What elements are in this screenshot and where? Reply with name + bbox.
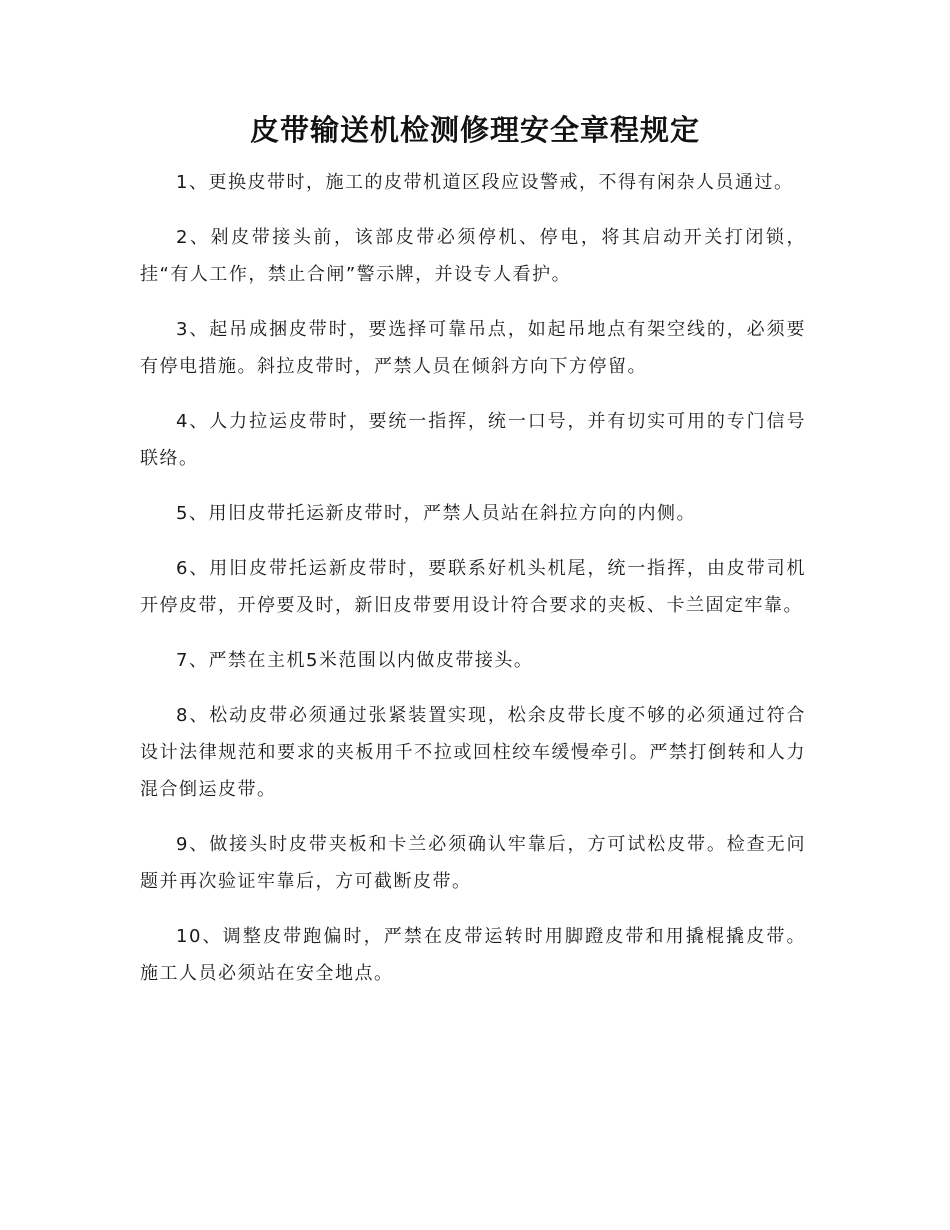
document-body bbox=[140, 164, 806, 1010]
rule-paragraph-6: 6、用旧皮带托运新皮带时，要联系好机头机尾，统一指挥，由皮带司机开停皮带，开停要及时，新旧皮带要用设计符合要求的夹板、卡兰固定牢靠。 bbox=[140, 558, 806, 616]
rule-paragraph-9: 9、做接头时皮带夹板和卡兰必须确认牢靠后，方可试松皮带。检查无问题并再次验证牢靠后，方可截断皮带。 bbox=[140, 834, 806, 892]
rule-paragraph-3: 3、起吊成捆皮带时，要选择可靠吊点，如起吊地点有架空线的，必须要有停电措施。斜拉皮带时，严禁人员在倾斜方向下方停留。 bbox=[140, 319, 806, 377]
rule-paragraph-2: 2、剁皮带接头前，该部皮带必须停机、停电，将其启动开关打闭锁，挂“有人工作，禁止合闸”警示牌，并设专人看护。 bbox=[140, 227, 806, 285]
rule-paragraph-4: 4、人力拉运皮带时，要统一指挥，统一口号，并有切实可用的专门信号联络。 bbox=[140, 411, 806, 469]
rule-paragraph-5: 5、用旧皮带托运新皮带时，严禁人员站在斜拉方向的内侧。 bbox=[176, 503, 696, 524]
rule-paragraph-1: 1、更换皮带时，施工的皮带机道区段应设警戒，不得有闲杂人员通过。 bbox=[176, 172, 794, 193]
document-title: 皮带输送机检测修理安全章程规定 bbox=[249, 113, 700, 147]
rule-paragraph-8: 8、松动皮带必须通过张紧装置实现，松余皮带长度不够的必须通过符合设计法律规范和要求的夹板用千不拉或回柱绞车缓慢牵引。严禁打倒转和人力混合倒运皮带。 bbox=[140, 705, 806, 800]
rule-paragraph-10: 10、调整皮带跑偏时，严禁在皮带运转时用脚蹬皮带和用撬棍撬皮带。施工人员必须站在安全地点。 bbox=[140, 926, 806, 984]
rule-paragraph-7: 7、严禁在主机5米范围以内做皮带接头。 bbox=[176, 650, 534, 671]
